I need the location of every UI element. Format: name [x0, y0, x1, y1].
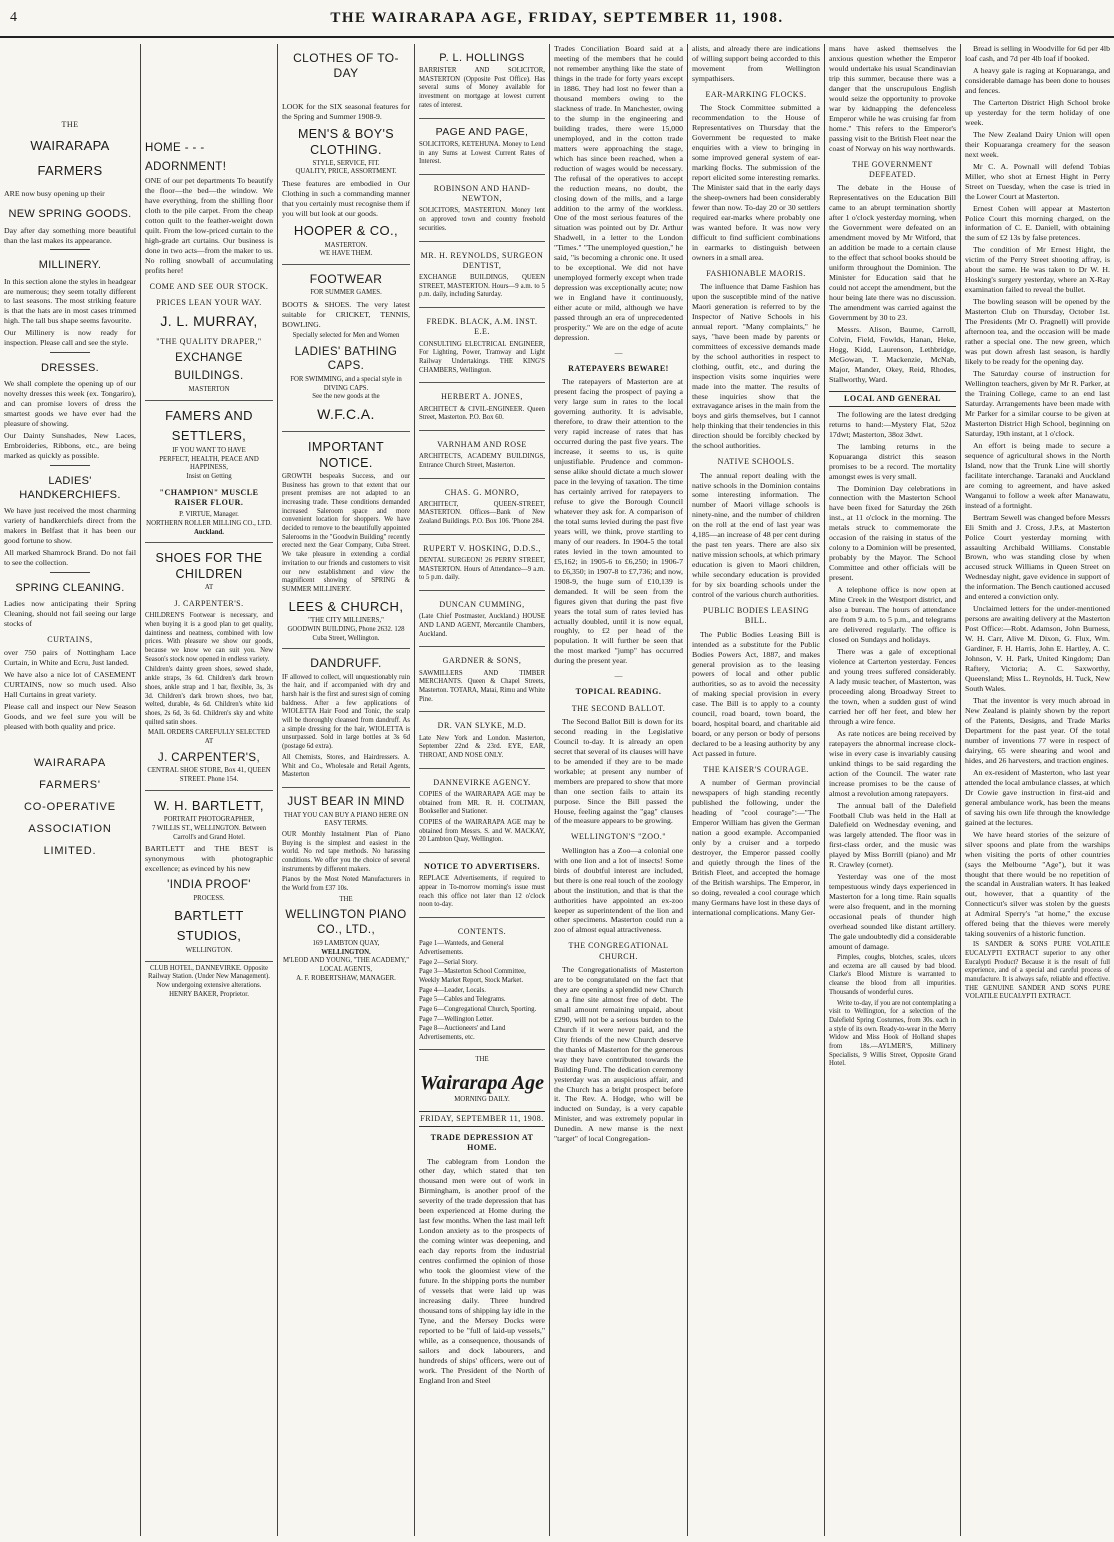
column-2-ads: [141, 44, 277, 1536]
ad-text: GROWTH bespeaks Success, and our Business has grown to that extent that our present premises are not adapted to an increasing trade. These conditions demanded increased Saleroom space and more convenient location for shoppers. We have decided to remove to the beautifully appointed Salerooms in the "Goodwin Building" recently erected next the Gear Company, Cuba Street. We take pleasure in extending a cordial invitation to our friends and customers to visit our new establishment and view the magnificent showing of SPRING & SUMMER MILLINERY.: [282, 472, 410, 593]
ad-line: GOODWIN BUILDING, Phone 2632. 128 Cuba Street, Wellington.: [287, 625, 405, 642]
local-item: Ernest Cohen will appear at Masterton Police Court this morning charged, on the information of C. E. Daniell, with obtaining the sum of £2 13s by false pretences.: [965, 203, 1110, 243]
ad-text: Ladies now anticipating their Spring Cleaning, should not fail seeing our large stocks of: [4, 599, 136, 629]
article-text: The influence that Dame Fashion has upon the susceptible mind of the native Maori generation is referred to by the Inspector of Native Schools in his annual report. "Many complaints," he says, "have been made by parents or committees of excessive demands made by the school authorities in respect to clothing, outfit, etc., and during the inspection visits some inquiries were made into the matter. The results of these inquiries show that the extravagance arises in the main from the boys and girls themselves, but I cannot help thinking that their tendencies in this direction should be forcibly checked by the school authorities.: [692, 281, 820, 451]
article-text: alists, and already there are indications of willing support being accorded to this movement from Wellington sympathisers.: [692, 44, 820, 83]
professional-card: [419, 431, 545, 479]
ad-line: DR. VAN SLYKE, M.D.: [437, 721, 527, 731]
divider: [50, 465, 90, 466]
contents-item: Page 1—Wanteds, and General Advertisements.: [419, 940, 504, 956]
piano-ad: [282, 788, 410, 988]
ad-line: "THE QUALITY DRAPER,": [156, 336, 262, 346]
nameplate-prefix: THE: [475, 1055, 489, 1063]
ad-line: DUNCAN CUMMING,: [439, 600, 525, 610]
signature-line: FARMERS': [39, 779, 101, 792]
article-text: The Stock Committee submitted a recommendation to the House of Representatives on Thursday that the Government be requested to make enquiries with a view to bringing in some improved general system of ear-marking flocks. The submission of the report elicited some interesting remarks. The Minister said that in the early days the sheep-owners had been considerably fewer than now. To-day 20 or 30 settlers required ear-marks where probably one was wanted before. It was now very difficult to find sufficient combinations in earmarks to distinguish between owners in a small area.: [692, 103, 820, 262]
nameplate: Wairarapa Age: [420, 1071, 544, 1094]
article-text: The debate in the House of Representatives on the Education Bill came to an abrupt termination shortly after 1 o'clock yesterday morning, when the Government were defeated on an amendment moved by Mr Witford, that an addition be made to a certain clause to the effect that school books should be uniform throughout the Dominion. The Minister for Education said that he could not accept the amendment, but the hour being late there was no discussion. The amendment was carried against the Government by 30 to 23.: [829, 183, 956, 322]
ad-line: J. CARPENTER'S,: [157, 751, 261, 764]
local-item: That the inventor is very much abroad in New Zealand is plainly shown by the report of the Patents, Designs, and Trade Marks Department for the past year. Of the total number of inventions 77 were in respect of dairying, 65 were shearing and wool and hides, and 26 harvesters, and traction engines.: [965, 696, 1110, 765]
divider: [50, 352, 90, 353]
ad-line: P. VIRTUE, Manager.: [179, 511, 239, 519]
advertisement-text: IS SANDER & SONS PURE VOLATILE EUCALYPTI EXTRACT superior to any other Eucalypti Product? Because it is the result of full experience, and of a special and careful process of manufacture. It is always safe, reliable and effective. THE GENUINE SANDER AND SONS PURE VOLATILE EUCALYPTI EXTRACT.: [965, 941, 1110, 1001]
newspaper-title: THE WAIRARAPA AGE, FRIDAY, SEPTEMBER 11, 1908.: [330, 10, 784, 26]
spring-cleaning-heading: SPRING CLEANING.: [15, 582, 125, 595]
contents-item: Page 3—Masterton School Committee, Weekly Market Report, Stock Market.: [419, 968, 526, 985]
flour-ad: [145, 401, 273, 544]
handkerchiefs-heading: LADIES' HANDKERCHIEFS.: [19, 475, 121, 502]
ad-line: FOOTWEAR: [309, 271, 383, 286]
ad-line: QUALITY, PRICE, ASSORTMENT.: [295, 168, 397, 176]
local-item: Mr C. A. Pownall will defend Tobias Miller, who shot at Ernest Hight in Perry Street on Tuesday, when the case is tried in the Lower Court at Masterton.: [965, 161, 1110, 201]
column-5-editorial: [550, 44, 687, 1536]
local-item: Bertram Sewell was changed before Messrs Eli Smith and J. Cross, J.P.s, at Masterton Police Court yesterday morning with assaulting Archibald Williams. Constable Brown, who was standing close by when accused struck Williams in Queen Street on Wednesday night, gave evidence in support of the information. The Bench cautioned accused and entered a conviction only.: [965, 512, 1110, 602]
local-item: The Dominion Day celebrations in connection with the Masterton School have been fixed for Saturday the 26th inst., at 11 o'clock in the morning. The metals struck to commemorate the occasion of the raising in status of the colony to a Dominion will be presented, probably by the Mayor. The School Committee and other officials will be present.: [829, 483, 956, 583]
column-7-local: [825, 44, 960, 1536]
ad-line: See the new goods at the: [312, 393, 380, 401]
ad-line: "THE CITY MILLINERS,": [308, 617, 384, 625]
carpenter-ad: [145, 543, 273, 790]
ad-line: IF YOU WANT TO HAVE: [172, 447, 246, 455]
local-item: Unclaimed letters for the under-mentioned persons are awaiting delivery at the Masterton Post Office:—Robt. Adamson, John Burness, W. H. Carr, Alive M. Dixon, G. Flux, Wm. Gardiner, F. H. Harris, John E. Hartley, A. C. Johnson, V. H. Park, United Kingdom; Dan Raftery, Victoria; A. C. Saxworthy, Queensland; Miss L. Reynolds, H. Tuck, New South Wales.: [965, 604, 1110, 694]
murray-name: J. L. MURRAY,: [160, 312, 258, 329]
ad-intro: THE: [61, 120, 79, 129]
ad-line: MAIL ORDERS CAREFULLY SELECTED AT: [147, 729, 271, 745]
ad-text: CONSULTING ELECTRICAL ENGINEER, For Lighting, Power, Tramway and Light Railway Undertakings. THE KING'S CHAMBERS, Wellington.: [419, 340, 545, 374]
ad-line: IMPORTANT NOTICE.: [307, 439, 385, 470]
local-item: The lambing returns in the Kopuaranga district this season promises to be a record. The mortality amongst ewes is very small.: [829, 441, 956, 481]
ad-text: COPIES of the WAIRARAPA AGE may be obtained from MR. R. H. COLTMAN, Bookseller and Stationer.: [419, 790, 545, 816]
ad-line: PROCESS.: [193, 895, 225, 903]
ad-line: VARNHAM AND ROSE: [437, 439, 527, 449]
local-item: As rate notices are being received by ratepayers the abnormal increase clock-wise in every case is invariably causing unkind things to be said regarding the action of the Council. The water rate increase promises to be the cause of almost a revolution among ratepayers.: [829, 728, 956, 798]
notice-card: [419, 853, 545, 918]
column-4-professional: [415, 44, 549, 1536]
contents-item: Page 6—Congregational Church, Sporting.: [419, 1006, 537, 1014]
ad-text: All marked Shamrock Brand. Do not fail to see the collection.: [4, 548, 136, 568]
ad-text: Our Dainty Sunshades, New Laces, Embroideries, Ribbons, etc., are being marked as quickly as possible.: [4, 431, 136, 461]
column-6-topical: [688, 44, 824, 1536]
ad-line: WE HAVE THEM.: [319, 250, 373, 258]
article-text: Wellington has a Zoo—a colonial one with one lion and a lot of insects! Some birds of doubtful interest are included, but there is one real touch of the zoology about the institution, and that is that the authorities have appointed an ex-zoo keeper as superintendent of the lion and other specimens. Masterton could run a zoo of almost equal attractiveness.: [554, 845, 683, 935]
local-item: The bowling season will be opened by the Masterton Club on Thursday, October 1st. The Presidents (Mr O. Pragnell) will provide afternoon tea, and the occasion will be made rather a special one. The new green, which was put down afresh last season, is hardly likely to be ready for the opening day.: [965, 297, 1110, 367]
ad-text: EXCHANGE BUILDINGS, QUEEN STREET, MASTERTON. Hours—9 a.m. to 5 p.m. daily, including Saturday.: [419, 274, 545, 299]
ad-title-2: FARMERS: [37, 162, 103, 178]
ad-line: SETTLERS,: [171, 428, 247, 444]
ad-text: ARCHITECT, QUEEN-STREET, MASTERTON. Offices—Bank of New Zealand Buildings. P.O. Box 106. 'Phone 284.: [419, 500, 545, 526]
ad-text: BARTLETT and THE BEST is synonymous with photographic excellence; as evinced by his new: [145, 844, 273, 874]
local-item: The Saturday course of instruction for Wellington teachers, given by Mr R. Parker, at the Training College, came to an end last Saturday. Arrangements have been made with Mr Parker for a similar course to be given at Masterton District High School, beginning on Saturday, 19th instant, at 1 o'clock.: [965, 369, 1110, 438]
ad-line: EXCHANGE: [175, 351, 243, 364]
ad-text: ARCHITECT & CIVIL-ENGINEER. Queen Street, Masterton. P.O. Box 60.: [419, 405, 545, 422]
divider: [50, 572, 90, 573]
signature-line: ASSOCIATION: [28, 823, 112, 836]
ad-line: Insist on Getting: [186, 473, 232, 481]
professional-card: [419, 647, 545, 712]
ad-line: PRICES LEAN YOUR WAY.: [156, 298, 262, 308]
ad-line: LOCAL AGENTS,: [319, 965, 373, 973]
advertisement-text: Write to-day, if you are not contemplating a visit to Wellington, for a selection of the Dalefield Spring Costumes, from 30s. each in a style of its own. Ready-to-wear in the Merry Widow and Miss Hook of Holland shapes from 18s.—AYLMER'S, Millinery Specialists, 9 Willis Street, Opposite Grand Hotel.: [829, 999, 956, 1068]
ad-line: CLOTHES OF TO-DAY: [293, 51, 399, 81]
ad-line: PERFECT, HEALTH, PEACE AND HAPPINESS,: [159, 455, 259, 472]
ad-line: MASTERTON.: [324, 241, 368, 249]
ad-line: A. F. ROBERTSHAW, MANAGER.: [296, 974, 396, 982]
ad-line: MEN'S & BOY'S CLOTHING.: [297, 126, 395, 157]
ad-line: CLUB HOTEL, DANNEVIRKE. Opposite Railway Station. (Under New Management).: [148, 964, 270, 981]
divider: —: [614, 671, 623, 681]
signature-line: CO-OPERATIVE: [24, 801, 116, 814]
local-item: The following are the latest dredging returns to hand:—Mystery Flat, 52oz 17dwt; Masterton, 38oz 3dwt.: [829, 409, 956, 439]
ad-text: CHILDREN'S Footwear is necessary, and when buying it is a good plan to get quality, daintiness and neatness, combined with low prices. With pleasure we show our goods, because we know we can suit you. New Season's stock now opened in endless variety.: [145, 612, 273, 663]
contents-item: Page 4—Leader, Locals.: [419, 986, 486, 994]
article-text: The cablegram from London the other day, which stated that ten thousand men were out of work in Birmingham, is another proof of the severity of the trade depression that has been experienced at Home during the last few months. When the last mail left London anxiety as to the prospects of the coming winter was deepening, and each day reports from the industrial centres confirmed the opinion of those who took the gloomiest view of the future. In the shipping ports the number of vessels that were laid up was increasing daily. Three hundred thousand tons of shipping lay idle in the Tyne, and the Mersey Docks were reported to be "full of laid-up vessels," while, as a consequence, thousands of sailors and dock labourers, and hundreds of ships' officers, were out of work. The President of the North of England Iron and Steel: [419, 1156, 545, 1385]
ad-line: NORTHERN ROLLER MILLING CO., LTD.: [146, 520, 272, 528]
article-text: A number of German provincial newspapers of high standing recently published the following, under the heading of "cool courage":—"The Emperor William has given the German nation a good example. Accompanied only by a cruiser and a torpedo destroyer, the Emperor passed coolly and quietly through the lines of the British Fleet, and accepted the homage of the British warships. The Emperor, in so doing, revealed a cool courage which many Germans have lost in these days of international complications. Many Ger-: [692, 778, 820, 918]
ad-line: J. CARPENTER'S.: [174, 599, 244, 609]
ad-line: Auckland.: [193, 528, 225, 536]
local-item: We have heard stories of the seizure of silver spoons and plate from the warships when visiting the ports of other countries (says the Melbourne "Age"), but it was thought that there would be no repetition of the scandal in Australian waters. It has leaked out, however, that a quantity of the Connecticut's silver was stolen by the guests at Admiral Sperry's "at home," the excuse offered being that the thieves were merely taking souvenirs of a historic function.: [965, 829, 1110, 939]
ad-line: BARTLETT: [174, 907, 244, 923]
article-subheading: NATIVE SCHOOLS.: [717, 457, 795, 467]
contents-heading: CONTENTS.: [457, 927, 507, 937]
shoes-heading: SHOES FOR THE CHILDREN: [155, 551, 263, 582]
column-8-local: [961, 44, 1114, 1536]
ad-line: AT: [204, 584, 214, 592]
ad-text: ARE now busy opening up their: [4, 189, 105, 199]
ad-line: DANDRUFF.: [310, 656, 382, 671]
ad-line: RUPERT V. HOSKING, D.D.S.,: [423, 543, 541, 553]
column-3-ads: [278, 44, 414, 1536]
ad-line: LADIES' BATHING CAPS.: [294, 345, 398, 373]
professional-card: [419, 712, 545, 768]
ad-line: WELLINGTON.: [321, 948, 371, 956]
ad-text: ARCHITECTS, ACADEMY BUILDINGS, Entrance Church Street, Masterton.: [419, 453, 545, 469]
article-heading: RATEPAYERS BEWARE!: [568, 364, 669, 374]
ad-line: FAMERS AND: [165, 407, 253, 423]
dresses-heading: DRESSES.: [40, 362, 100, 375]
article-subheading: EAR-MARKING FLOCKS.: [705, 89, 807, 99]
bartlett-ad: [145, 791, 273, 962]
professional-card: [419, 175, 545, 242]
ad-text: These features are embodied in Our Clothing in such a commanding manner that you certainly must recognise them if you will but look at our goods.: [282, 179, 410, 218]
ad-line: WELLINGTON.: [185, 946, 233, 954]
ad-text: Please call and inspect our New Season Goods, and we feel sure you will be pleased with both quality and price.: [4, 702, 136, 732]
ad-line: MASTERTON: [188, 386, 230, 394]
ad-text: All Chemists, Stores, and Hairdressers. A. Whit and Co., Wholesale and Retail Agents, Masterton: [282, 753, 410, 779]
local-item: The Carterton District High School broke up yesterday for the term holiday of one week.: [965, 97, 1110, 127]
ad-text: DENTAL SURGEON! 26 PERRY STREET, MASTERTON. Hours of Attendance—9 a.m. to 5 p.m. daily.: [419, 557, 545, 582]
ad-line: HENRY BAKER, Proprietor.: [169, 990, 249, 998]
ad-line: COME AND SEE OUR STOCK.: [149, 282, 269, 292]
ad-text: SAWMILLERS AND TIMBER MERCHANTS. Queen & Chapel Streets, Masterton. TOTARA, Matai, Rimu and White Pine.: [419, 669, 545, 703]
lees-church-ad: [282, 432, 410, 649]
ad-line: PAGE AND PAGE,: [435, 125, 529, 138]
signature-line: WAIRARAPA: [34, 757, 106, 770]
ad-line: W. H. BARTLETT,: [154, 797, 264, 813]
professional-card: [419, 383, 545, 431]
ad-text: Our Millinery is now ready for inspection. Please call and see the style.: [4, 328, 136, 348]
professional-card: [419, 44, 545, 119]
local-item: Bread is selling in Woodville for 6d per 4lb loaf cash, and 7d per 4lb loaf if booked.: [965, 44, 1110, 63]
professional-card: [419, 769, 545, 853]
ad-text: SOLICITORS, MASTERTON. Money lent on approved town and country freehold securities.: [419, 207, 545, 232]
professional-card: [419, 242, 545, 309]
ad-text: We shall complete the opening up of our novelty dresses this week (ex. Tongariro), and can promise lovers of dress the smartest goods we have ever had the pleasure of showing.: [4, 379, 136, 429]
article-text: mans have asked themselves the anxious question whether the Emperor would undertake his usual Scandinavian trip this summer, because there was a danger that the unscrupulous English would seize the opportunity to provoke war by kidnapping the defenceless Emperor while he was cruising far from home." This refers to the Emperor's passing visit to the British Fleet near the coast of Norway on his way northwards.: [829, 44, 956, 153]
issue-date: FRIDAY, SEPTEMBER 11, 1908.: [419, 1111, 545, 1127]
ad-text: COPIES of the WAIRARAPA AGE may be obtained from Messrs. S. and W. MACKAY, 20 Lambton Quay, Wellington.: [419, 818, 545, 844]
ad-line: CHAS. G. MONRO,: [444, 487, 520, 497]
ad-text: Pianos by the Most Noted Manufacturers in the World from £37 10s.: [282, 876, 410, 893]
ad-line: CENTRAL SHOE STORE, Box 41, QUEEN STREET. Phone 154.: [147, 767, 271, 784]
professional-card: [419, 119, 545, 176]
signature-line: LIMITED.: [43, 845, 97, 858]
ad-line: GARDNER & SONS,: [442, 656, 522, 666]
club-hotel-ad: [145, 962, 273, 1005]
ad-text: Day after day something more beautiful than the last makes its appearance.: [4, 225, 136, 245]
ad-line: FOR SWIMMING, and a special style in DIVING CAPS.: [290, 375, 402, 392]
article-text: Trades Conciliation Board said at a meeting of the members that he could not remember anything like the state of things in the trade for forty years except in 1886. They had lost no fewer than a thousand members owing to the slackness of trade. In Manchester, owing to the slump in the engineering and building trades, there were 15,000 unemployed, and in the cotton trade matters were approaching the stage, which has since been reached, when a reduction of wages would be necessary. The refusal of the operatives to accept the reduction means, no doubt, the closing down of the mills, and a large addition to the army of the workless. One of the most serious features of the situation was pointed out by Dr. Arthur Shadwell, in a letter to the London "Times." "The unemployed question," he said, "is becoming a chronic one. It used to be exceptional. We did not have unemployed formerly except when trade depression was exceptionally acute; now we in England have it continuously, either acute or mild, although we have passed through an era of unprecedented prosperity." We are on the edge of acute depression.: [554, 44, 683, 343]
ad-line: P. L. HOLLINGS: [439, 52, 525, 64]
ad-text: OUR Monthly Instalment Plan of Piano Buying is the simplest and easiest in the world. No red tape methods. No harassing conditions. We offer you the choice of several instruments by different makers.: [282, 830, 410, 873]
article-text: The annual report dealing with the native schools in the Dominion contains some interesting information. The number of Maori village schools is ninety-nine, and the number of children on the roll at the end of last year was 4,185—an increase of 48 per cent during the past ten years. There are also six native mission schools, at which primary education is given to Maori children, while secondary education is provided for by six boarding schools under the control of the various church authorities.: [692, 470, 820, 600]
home-heading: HOME - - -: [145, 142, 205, 154]
professional-card: [419, 479, 545, 535]
article-heading: TRADE DEPRESSION AT HOME.: [430, 1133, 534, 1153]
professional-card: [419, 308, 545, 383]
article-subheading: THE SECOND BALLOT.: [571, 703, 666, 713]
ad-line: 'INDIA PROOF': [167, 879, 251, 892]
article-subheading: THE GOVERNMENT DEFEATED.: [852, 159, 933, 179]
nameplate-subtitle: MORNING DAILY.: [454, 1096, 510, 1104]
article-heading: TOPICAL READING.: [575, 687, 662, 697]
article-subheading: PUBLIC BODIES LEASING BILL.: [702, 606, 810, 626]
ad-line: Specially selected for Men and Women: [292, 331, 400, 339]
local-item: A heavy gale is raging at Kopuaranga, and considerable damage has been done to houses and fences.: [965, 65, 1110, 95]
ad-line: MR. H. REYNOLDS, SURGEON DENTIST,: [420, 250, 544, 270]
contents-item: Page 7—Wellington Letter.: [419, 1015, 494, 1023]
ad-line: ROBINSON AND HAND-NEWTON,: [433, 184, 531, 204]
dandruff-ad: [282, 649, 410, 788]
local-item: The New Zealand Dairy Union will open their Kopuaranga creamery for the season next week.: [965, 129, 1110, 159]
adornment-heading: ADORNMENT!: [145, 160, 227, 173]
ad-title-1: WAIRARAPA: [30, 138, 110, 154]
ad-line: HOOPER & CO.,: [293, 222, 399, 238]
ad-text: (Late Chief Postmaster, Auckland.) HOUSE AND LAND AGENT, Mercantile Chambers, Auckland.: [419, 613, 545, 638]
contents-card: [419, 918, 545, 1050]
ad-text: In this section alone the styles in headgear are numerous; they seem totally different to last seasons. The most striking feature is that the hats are in most cases trimmed high. The tall bus shape seems favourite.: [4, 276, 136, 326]
hooper-ad: [282, 44, 410, 265]
ad-line: LEES & CHURCH,: [288, 598, 404, 614]
ad-line: "CHAMPION" MUSCLE RAISER FLOUR.: [159, 487, 259, 508]
local-item: An effort is being made to secure a sequence of agricultural shows in the North Island, now that the Trunk Line will shortly facilitate interchange. Taranaki and Auckland are coming to agreement, and have asked Wanganui to follow a week after Manawatu, instead of a fortnight.: [965, 440, 1110, 510]
ad-line: NOTICE TO ADVERTISERS.: [423, 862, 540, 872]
ad-line: BUILDINGS.: [174, 370, 244, 383]
advertisement-text: Pimples, coughs, blotches, scales, ulcers and eczema are all caused by bad blood. Clarke's Blood Mixture is warranted to cleanse the blood from all impurities. Thousands of wonderful cures.: [829, 954, 956, 996]
local-item: There was a gale of exceptional violence at Carterton yesterday. Fences and young trees suffered considerably. A lady music teacher, of Masterton, was proceeding along Broadway Street to the town, when a sudden gust of wind carried her off her feet, and blew her through a wire fence.: [829, 647, 956, 726]
local-item: A telephone office is now open at Mine Creek in the Westport district, and also a bureau. The hours of attendance are from 9 a.m. to 5 p.m., and telegrams are delivered regularly. The office is closed on Sundays and holidays.: [829, 585, 956, 645]
article-subheading: THE KAISER'S COURAGE.: [703, 765, 809, 775]
professional-card: [419, 591, 545, 647]
divider: —: [614, 348, 623, 358]
article-subheading: WELLINGTON'S "ZOO.": [570, 832, 667, 842]
ad-line: 169 LAMBTON QUAY,: [312, 939, 380, 947]
article-subheading: FASHIONABLE MAORIS.: [706, 268, 806, 278]
contents-item: Page 5—Cables and Telegrams.: [419, 996, 506, 1004]
local-item: The condition of Mr Ernest Hight, the victim of the Perry Street shooting affray, is about the same. He was taken to Dr W. H. Hosking's surgery yesterday, where an X-Ray examination failed to reveal the bullet.: [965, 245, 1110, 295]
ad-line: HERBERT A. JONES,: [441, 392, 523, 402]
ad-line: FOR SUMMER GAMES.: [310, 289, 382, 297]
wfca-ad: [282, 265, 410, 432]
column-1-farmers-ad: [0, 44, 140, 1536]
new-goods-heading: NEW SPRING GOODS.: [8, 208, 132, 221]
masthead: [0, 8, 1114, 38]
ad-text: SOLICITORS, KETEHUNA. Money to Lend in any Sums at Lowest Current Rates of Interest.: [419, 140, 545, 166]
local-item: Yesterday was one of the most tempestuous windy days experienced in Masterton for a long time. Rain squalls were also frequent, and in the morning occasional peals of thunder high overhead sounded like distant artillery. The gale undoubtedly did a considerable amount of damage.: [829, 872, 956, 952]
ad-text: IF allowed to collect, will unquestionably ruin the hair, and if accompanied with dry and harsh hair is the first and surest sign of coming baldness. After a few applications of WIOLETTA Hair Food and Tonic, the scalp will be thoroughly cleansed from dandruff. As a simple dressing for the hair, WIOLETTA is unsurpassed. Sold in large bottles at 3s 6d (postage 6d extra).: [282, 673, 410, 751]
millinery-heading: MILLINERY.: [38, 259, 102, 272]
article-text: The ratepayers of Masterton are at present facing the prospect of paying a very large sum in rates to the local governing authority. It is advisable, therefore, to draw their attention to the very rapid increase of rates that has occurred during the past five years. The increase, it seems to us, is quite unjustifiable. Prudence and common-sense alike should dictate a much slower pace in the levying of taxation. The time has certainly arrived for ratepayers to refuse to give the Borough Council whatever they ask for. A comparison of the total sums levied during the past five years will, we think, prove startling to many of our readers. In 1904-5 the total rates levied in the town amounted to £5,162; in 1905-6 to £6,250; in 1906-7 to £6,350; in 1907-8 to £7,736; and now, 1908-9, the huge sum of £10,139 is demanded. It will be seen from the figures given that during the past five years the total sum of rates levied has actually doubled, until it is now equal, roughly, to £2 per head of the population. It will further be seen that the most marked "jump" has occurred during the present year.: [554, 377, 683, 666]
ad-line: JUST BEAR IN MIND: [287, 795, 405, 808]
local-item: An ex-resident of Masterton, who last year attended the local ambulance classes, at which Dr Cowie gave instruction in first-aid and general ambulance work, has been the means of saving his own life through the knowledge gained at the lectures.: [965, 767, 1110, 827]
article-text: The Public Bodies Leasing Bill is intended as a substitute for the Public Bodies Powers Act, 1887, and makes general provision as to the leasing powers of local and other public authorities, so as to avoid the necessity of making special provision in every case. The Bill is to apply to a county council, road board, town board, the board, hospital board, and charitable aid board, or any person or body of persons declared to be a leasing authority by any Act passed in future.: [692, 629, 820, 759]
ad-text: BARRISTER AND SOLICITOR, MASTERTON (Opposite Post Office). Has several sums of Money available for investment on mortgage at lowest current rates of interest.: [419, 67, 545, 109]
ad-line: PORTRAIT PHOTOGRAPHER,: [163, 816, 255, 824]
contents-item: Page 8—Auctioneers' and Land Advertisements, etc.: [419, 1025, 506, 1042]
ad-line: STYLE, SERVICE, FIT.: [312, 159, 380, 167]
ad-text: REPLACE Advertisements, if required to appear in To-morrow morning's issue must reach this office not later than 12 o'clock noon to-day.: [419, 875, 545, 909]
article-text: Messrs. Alison, Baume, Carroll, Colvin, Field, Fowlds, Hanan, Heke, Hogg, Kidd, Laurenson, Lethbridge, McGowan, T. Mackenzie, McNab, Major, Mander, Okey, Reid, Rhodes, Stallworthy, Ward.: [829, 324, 956, 384]
ad-text: We have also a nice lot of CASEMENT CURTAINS, now so much used. Also Hall Curtains in great variety.: [4, 670, 136, 700]
ad-text: Children's dainty green shoes, sewed shade, ankle straps, 3s 6d. Children's dark brown shoes, ankle strap and 1 bar, flexible, 3s, 3s 3d. Children's dark brown shoes, two bar, welted, durable, 4s 6d. Children's white kid shoes, 2s 6d, 3s 6d. Children's sky and white quilted satin shoes.: [145, 666, 273, 726]
curtains-heading: CURTAINS,: [47, 635, 93, 645]
ad-line: 7 WILLIS ST., WELLINGTON. Between Carroll's and Grand Hotel.: [151, 825, 267, 841]
ad-line: STUDIOS,: [176, 928, 242, 944]
contents-item: Page 2—Serial Story.: [419, 958, 478, 966]
article-heading: LOCAL AND GENERAL: [829, 391, 956, 407]
ad-line: DANNEVIRKE AGENCY.: [433, 777, 531, 787]
ad-text: We have just received the most charming variety of handkerchiefs direct from the makers in Belfast that it has been our good fortune to show.: [4, 506, 136, 546]
murray-ad: [145, 44, 273, 401]
ad-text: BOOTS & SHOES. The very latest suitable for CRICKET, TENNIS, BOWLING.: [282, 299, 410, 329]
ad-line: THE: [339, 895, 353, 903]
ad-text: Late New York and London. Masterton, September 22nd & 23rd. EYE, EAR, THROAT, AND NOSE ONLY.: [419, 734, 545, 759]
local-item: The annual ball of the Dalefield Football Club was held in the Hall at Dalefield on Wednesday evening, and was largely attended. The floor was in first-class order, and the music was played by Miss Borrill (piano) and Mr R. Crawley (cornet).: [829, 800, 956, 870]
ad-line: Now undergoing extensive alterations.: [156, 982, 262, 990]
ad-line: FREDK. BLACK, A.M. INST. E.E.: [426, 317, 538, 337]
ad-line: M'LEOD AND YOUNG, "THE ACADEMY,": [282, 957, 410, 965]
article-text: The Second Ballot Bill is down for its second reading in the Legislative Council to-day. It is already an open secret that several of its clauses will have to be amended if they are to be made workable; at present any number of members are prepared to show that more than one section fails to attain its purpose. Since the Bill passed the House, feeling against the "gag" clauses of the measure appears to be growing.: [554, 716, 683, 826]
ad-line: WELLINGTON PIANO CO., LTD.,: [285, 909, 407, 937]
ad-text: LOOK for the SIX seasonal features for the Spring and Summer 1908-9.: [282, 101, 410, 121]
divider: [50, 249, 90, 250]
page-number: 4: [10, 10, 17, 25]
ad-text: ONE of our pet departments To beautify the floor—the bed—the window. We have everything, from the shilling floor cloth to the pile carpet. From the cheap cotton quilt to the feather-weight down quilt. From the low-priced curtain to the high-grade art curtains. Our business is done in two acts—from the maker to us. No rolling snowball of accumulating profits here!: [145, 176, 273, 276]
article-text: The Congregationalists of Masterton are to be congratulated on the fact that they are opening a splendid new Church on a fine site almost free of debt. The small amount remaining unpaid, about £290, will not be a serious burden to the Church if it were never paid, and the City friends of the new Church deserve the thanks of Masterton for the generous way they have contributed towards the Building Fund. The dedication ceremony yesterday was an auspicious affair, and the Church has a bright prospect before it. The Rev. A. Hodge, who will be inducted on Sunday, is a very capable Minister, and was extremely popular in Dunedin. A new manse is the next "target" of local Congregation-: [554, 964, 683, 1144]
ad-text: over 750 pairs of Nottingham Lace Curtain, in White and Ecru, Just landed.: [4, 648, 136, 668]
article-subheading: THE CONGREGATIONAL CHURCH.: [568, 941, 669, 961]
professional-card: [419, 535, 545, 591]
ad-line: W.F.C.A.: [317, 406, 375, 423]
ad-line: THAT YOU CAN BUY A PIANO HERE ON EASY TERMS.: [283, 811, 409, 828]
